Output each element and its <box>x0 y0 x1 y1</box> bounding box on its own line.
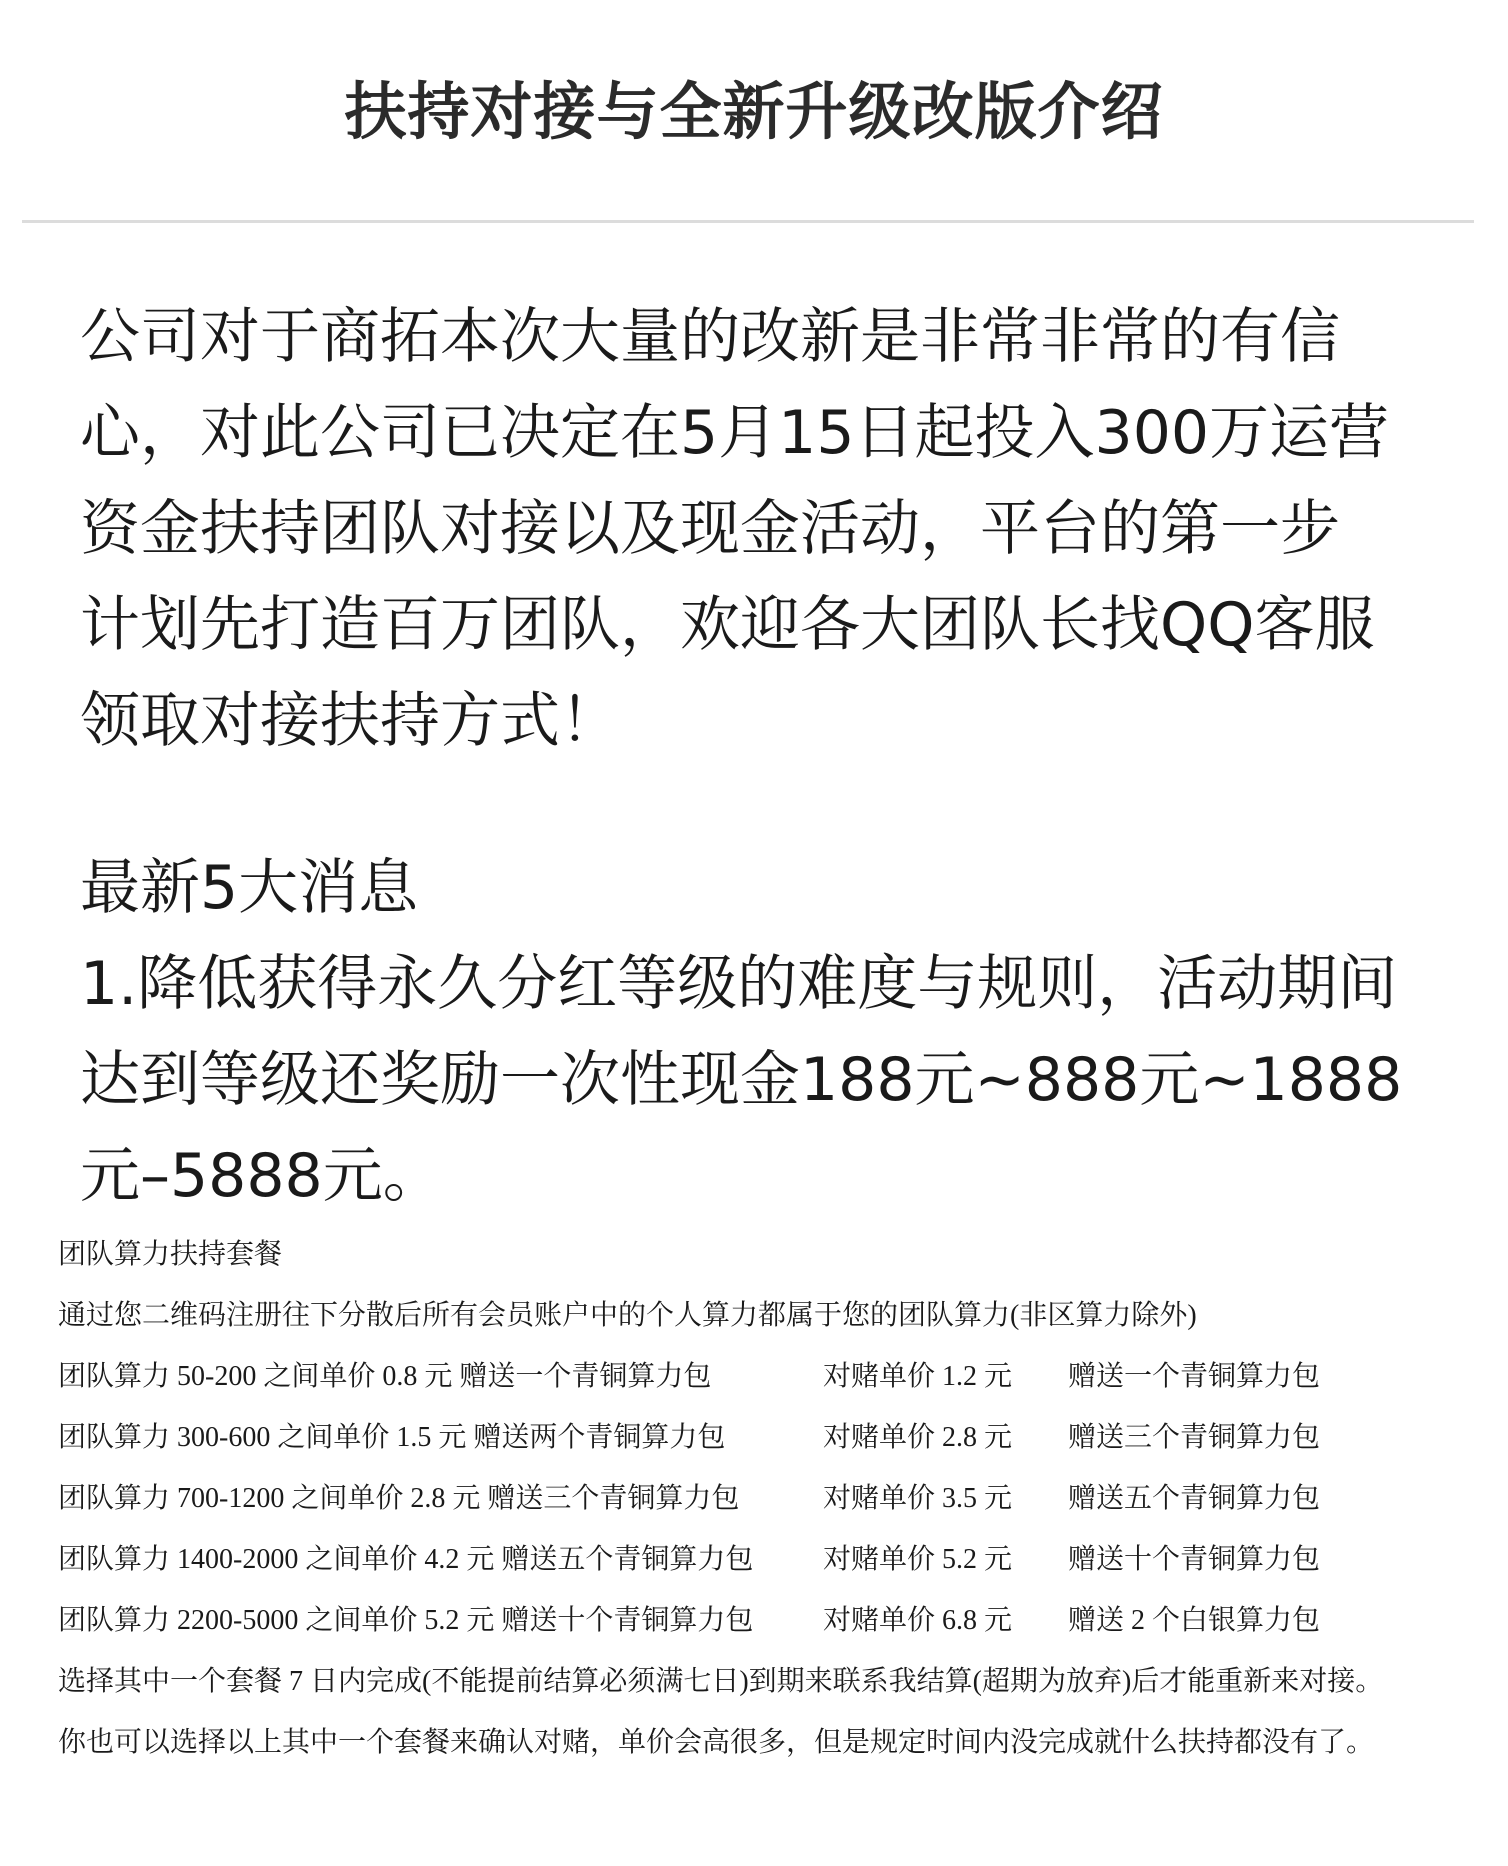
tier-bet-gift: 赠送五个青铜算力包 <box>1068 1483 1321 1514</box>
tier-row <box>58 1590 1478 1651</box>
tier-range: 团队算力 1400-2000 之间单价 4.2 元 赠送五个青铜算力包 <box>58 1544 754 1575</box>
tier-bet-price: 对赌单价 3.5 元 <box>823 1483 1013 1514</box>
tier-range: 团队算力 700-1200 之间单价 2.8 元 赠送三个青铜算力包 <box>58 1483 740 1514</box>
tier-bet-gift: 赠送十个青铜算力包 <box>1068 1544 1321 1575</box>
tier-bet-price: 对赌单价 1.2 元 <box>823 1361 1013 1392</box>
tier-range: 团队算力 2200-5000 之间单价 5.2 元 赠送十个青铜算力包 <box>58 1605 754 1636</box>
tier-row <box>58 1407 1478 1468</box>
tier-bet-gift: 赠送一个青铜算力包 <box>1068 1361 1321 1392</box>
intro-line: 公司对于商拓本次大量的改新是非常非常的有信 <box>80 302 1340 372</box>
tier-row <box>58 1529 1478 1590</box>
intro-line: 资金扶持团队对接以及现金活动，平台的第一步 <box>80 494 1340 564</box>
intro-line: 心，对此公司已决定在5月15日起投入300万运营 <box>80 398 1390 468</box>
tier-bet-price: 对赌单价 2.8 元 <box>823 1422 1013 1453</box>
news-section <box>80 840 1450 1224</box>
package-description: 通过您二维码注册往下分散后所有会员账户中的个人算力都属于您的团队算力(非区算力除外) <box>58 1300 1197 1331</box>
tier-range: 团队算力 50-200 之间单价 0.8 元 赠送一个青铜算力包 <box>58 1361 712 1392</box>
news-heading: 最新5大消息 <box>80 853 419 923</box>
tier-row <box>58 1468 1478 1529</box>
news-item-line: 1.降低获得永久分红等级的难度与规则，活动期间 <box>80 949 1398 1019</box>
tier-bet-price: 对赌单价 6.8 元 <box>823 1605 1013 1636</box>
package-section <box>58 1224 1478 1773</box>
tier-bet-gift: 赠送三个青铜算力包 <box>1068 1422 1321 1453</box>
news-item-line: 元–5888元。 <box>80 1141 443 1211</box>
tier-bet-price: 对赌单价 5.2 元 <box>823 1544 1013 1575</box>
news-item-line: 达到等级还奖励一次性现金188元~888元~1888 <box>80 1045 1403 1115</box>
package-note: 选择其中一个套餐 7 日内完成(不能提前结算必须满七日)到期来联系我结算(超期为放弃)后才能重新来对接。 <box>58 1666 1384 1697</box>
page-title: 扶持对接与全新升级改版介绍 <box>344 75 1164 148</box>
package-heading: 团队算力扶持套餐 <box>58 1239 283 1270</box>
intro-line: 领取对接扶持方式！ <box>80 686 620 756</box>
title-divider <box>22 220 1474 223</box>
intro-paragraph <box>80 289 1450 769</box>
tier-range: 团队算力 300-600 之间单价 1.5 元 赠送两个青铜算力包 <box>58 1422 726 1453</box>
package-note: 你也可以选择以上其中一个套餐来确认对赌，单价会高很多，但是规定时间内没完成就什么扶持都没有了。 <box>58 1727 1375 1758</box>
tier-bet-gift: 赠送 2 个白银算力包 <box>1068 1605 1321 1636</box>
intro-line: 计划先打造百万团队，欢迎各大团队长找QQ客服 <box>80 590 1375 660</box>
tier-row <box>58 1346 1478 1407</box>
